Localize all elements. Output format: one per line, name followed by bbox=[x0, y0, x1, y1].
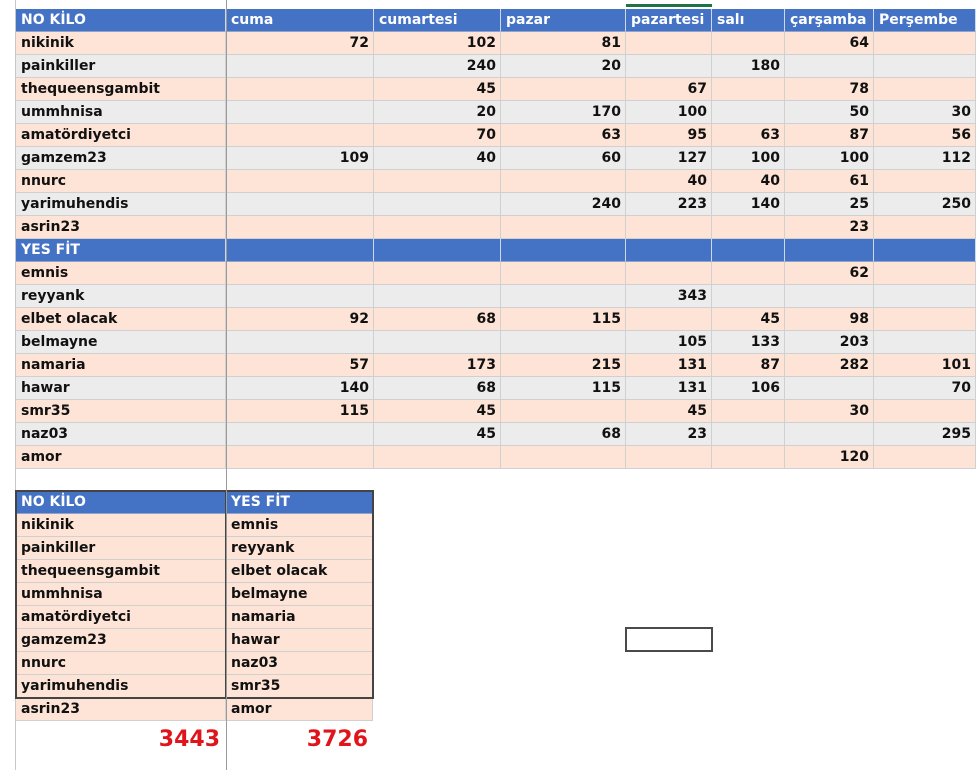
no-kilo-title-cell[interactable]: NO KİLO bbox=[16, 9, 226, 32]
yes-fit-value-cell[interactable] bbox=[501, 285, 626, 308]
no-kilo-value-cell[interactable]: 95 bbox=[626, 124, 712, 147]
day-header-cumartesi[interactable]: cumartesi bbox=[374, 9, 501, 32]
yes-fit-value-cell[interactable] bbox=[874, 331, 976, 354]
yes-fit-header-cell[interactable] bbox=[501, 239, 626, 262]
no-kilo-value-cell[interactable]: 70 bbox=[374, 124, 501, 147]
no-kilo-value-cell[interactable] bbox=[374, 193, 501, 216]
no-kilo-value-cell[interactable]: 127 bbox=[626, 147, 712, 170]
day-header-cuma[interactable]: cuma bbox=[226, 9, 374, 32]
yes-fit-value-cell[interactable]: 115 bbox=[226, 400, 374, 423]
summary-yes-fit-member[interactable]: emnis bbox=[226, 514, 373, 537]
no-kilo-value-cell[interactable] bbox=[374, 216, 501, 239]
selected-cell[interactable] bbox=[625, 627, 713, 652]
no-kilo-name-cell[interactable]: nnurc bbox=[16, 170, 226, 193]
no-kilo-value-cell[interactable]: 100 bbox=[626, 101, 712, 124]
no-kilo-value-cell[interactable]: 250 bbox=[874, 193, 976, 216]
active-column-indicator bbox=[626, 4, 712, 7]
no-kilo-value-cell[interactable]: 60 bbox=[501, 147, 626, 170]
no-kilo-value-cell[interactable]: 25 bbox=[785, 193, 874, 216]
no-kilo-value-cell[interactable] bbox=[226, 216, 374, 239]
yes-fit-value-cell[interactable] bbox=[226, 331, 374, 354]
yes-fit-value-cell[interactable]: 282 bbox=[785, 354, 874, 377]
yes-fit-value-cell[interactable]: 203 bbox=[785, 331, 874, 354]
summary-no-kilo-member[interactable]: painkiller bbox=[16, 537, 226, 560]
no-kilo-value-cell[interactable]: 20 bbox=[501, 55, 626, 78]
yes-fit-name-cell[interactable]: smr35 bbox=[16, 400, 226, 423]
yes-fit-name-cell[interactable]: amor bbox=[16, 446, 226, 469]
yes-fit-header-cell[interactable] bbox=[874, 239, 976, 262]
summary-yes-fit-member[interactable]: amor bbox=[226, 698, 373, 721]
no-kilo-value-cell[interactable] bbox=[712, 216, 785, 239]
yes-fit-value-cell[interactable] bbox=[374, 331, 501, 354]
no-kilo-name-cell[interactable]: ummhnisa bbox=[16, 101, 226, 124]
yes-fit-name-cell[interactable]: reyyank bbox=[16, 285, 226, 308]
yes-fit-value-cell[interactable] bbox=[874, 285, 976, 308]
yes-fit-name-cell[interactable]: hawar bbox=[16, 377, 226, 400]
yes-fit-value-cell[interactable]: 68 bbox=[374, 308, 501, 331]
no-kilo-value-cell[interactable] bbox=[501, 78, 626, 101]
no-kilo-value-cell[interactable]: 140 bbox=[712, 193, 785, 216]
summary-yes-fit-member[interactable]: namaria bbox=[226, 606, 373, 629]
yes-fit-value-cell[interactable] bbox=[626, 446, 712, 469]
no-kilo-value-cell[interactable] bbox=[712, 78, 785, 101]
no-kilo-value-cell[interactable] bbox=[226, 55, 374, 78]
yes-fit-value-cell[interactable]: 140 bbox=[226, 377, 374, 400]
yes-fit-value-cell[interactable]: 45 bbox=[374, 400, 501, 423]
yes-fit-value-cell[interactable] bbox=[712, 446, 785, 469]
yes-fit-value-cell[interactable] bbox=[626, 262, 712, 285]
no-kilo-value-cell[interactable]: 23 bbox=[785, 216, 874, 239]
summary-no-kilo-member[interactable]: ummhnisa bbox=[16, 583, 226, 606]
no-kilo-value-cell[interactable]: 180 bbox=[712, 55, 785, 78]
no-kilo-value-cell[interactable] bbox=[226, 101, 374, 124]
yes-fit-value-cell[interactable] bbox=[626, 308, 712, 331]
yes-fit-value-cell[interactable] bbox=[712, 423, 785, 446]
yes-fit-value-cell[interactable]: 45 bbox=[374, 423, 501, 446]
yes-fit-value-cell[interactable]: 57 bbox=[226, 354, 374, 377]
no-kilo-value-cell[interactable]: 78 bbox=[785, 78, 874, 101]
no-kilo-value-cell[interactable]: 100 bbox=[712, 147, 785, 170]
no-kilo-value-cell[interactable]: 63 bbox=[712, 124, 785, 147]
no-kilo-name-cell[interactable]: nikinik bbox=[16, 32, 226, 55]
column-divider bbox=[226, 0, 227, 770]
no-kilo-value-cell[interactable]: 61 bbox=[785, 170, 874, 193]
summary-header-yes-fit[interactable]: YES FİT bbox=[226, 491, 373, 514]
summary-yes-fit-member[interactable]: smr35 bbox=[226, 675, 373, 698]
yes-fit-value-cell[interactable] bbox=[501, 331, 626, 354]
no-kilo-value-cell[interactable]: 67 bbox=[626, 78, 712, 101]
yes-fit-name-cell[interactable]: namaria bbox=[16, 354, 226, 377]
day-header-pazar[interactable]: pazar bbox=[501, 9, 626, 32]
no-kilo-value-cell[interactable] bbox=[501, 170, 626, 193]
no-kilo-value-cell[interactable]: 45 bbox=[374, 78, 501, 101]
no-kilo-value-cell[interactable]: 30 bbox=[874, 101, 976, 124]
no-kilo-value-cell[interactable] bbox=[626, 216, 712, 239]
yes-fit-value-cell[interactable]: 68 bbox=[374, 377, 501, 400]
no-kilo-name-cell[interactable]: gamzem23 bbox=[16, 147, 226, 170]
no-kilo-value-cell[interactable]: 223 bbox=[626, 193, 712, 216]
yes-fit-value-cell[interactable] bbox=[874, 308, 976, 331]
yes-fit-value-cell[interactable] bbox=[374, 446, 501, 469]
total-yes-fit: 3726 bbox=[306, 727, 368, 752]
yes-fit-value-cell[interactable]: 70 bbox=[874, 377, 976, 400]
no-kilo-value-cell[interactable]: 72 bbox=[226, 32, 374, 55]
yes-fit-value-cell[interactable] bbox=[874, 446, 976, 469]
yes-fit-value-cell[interactable] bbox=[712, 285, 785, 308]
day-header-persembe[interactable]: Perşembe bbox=[874, 9, 976, 32]
no-kilo-value-cell[interactable]: 109 bbox=[226, 147, 374, 170]
summary-no-kilo-member[interactable]: amatördiyetci bbox=[16, 606, 226, 629]
yes-fit-value-cell[interactable]: 98 bbox=[785, 308, 874, 331]
summary-yes-fit-member[interactable]: hawar bbox=[226, 629, 373, 652]
summary-no-kilo-member[interactable]: yarimuhendis bbox=[16, 675, 226, 698]
no-kilo-name-cell[interactable]: thequeensgambit bbox=[16, 78, 226, 101]
no-kilo-value-cell[interactable] bbox=[712, 101, 785, 124]
yes-fit-value-cell[interactable]: 215 bbox=[501, 354, 626, 377]
summary-header-no-kilo[interactable]: NO KİLO bbox=[16, 491, 226, 514]
yes-fit-value-cell[interactable] bbox=[226, 446, 374, 469]
yes-fit-value-cell[interactable] bbox=[874, 400, 976, 423]
yes-fit-value-cell[interactable]: 45 bbox=[626, 400, 712, 423]
summary-yes-fit-member[interactable]: belmayne bbox=[226, 583, 373, 606]
yes-fit-name-cell[interactable]: emnis bbox=[16, 262, 226, 285]
no-kilo-value-cell[interactable] bbox=[374, 170, 501, 193]
no-kilo-value-cell[interactable]: 240 bbox=[501, 193, 626, 216]
yes-fit-value-cell[interactable] bbox=[501, 262, 626, 285]
no-kilo-value-cell[interactable] bbox=[712, 32, 785, 55]
no-kilo-value-cell[interactable]: 56 bbox=[874, 124, 976, 147]
yes-fit-value-cell[interactable] bbox=[226, 262, 374, 285]
yes-fit-value-cell[interactable] bbox=[501, 446, 626, 469]
summary-no-kilo-member[interactable]: asrin23 bbox=[16, 698, 226, 721]
yes-fit-value-cell[interactable]: 343 bbox=[626, 285, 712, 308]
yes-fit-value-cell[interactable]: 105 bbox=[626, 331, 712, 354]
yes-fit-name-cell[interactable]: naz03 bbox=[16, 423, 226, 446]
no-kilo-value-cell[interactable]: 112 bbox=[874, 147, 976, 170]
yes-fit-header-cell[interactable] bbox=[712, 239, 785, 262]
no-kilo-value-cell[interactable] bbox=[226, 124, 374, 147]
no-kilo-value-cell[interactable]: 64 bbox=[785, 32, 874, 55]
no-kilo-value-cell[interactable]: 170 bbox=[501, 101, 626, 124]
yes-fit-value-cell[interactable]: 101 bbox=[874, 354, 976, 377]
yes-fit-header-cell[interactable] bbox=[626, 239, 712, 262]
no-kilo-value-cell[interactable]: 50 bbox=[785, 101, 874, 124]
yes-fit-value-cell[interactable]: 106 bbox=[712, 377, 785, 400]
summary-no-kilo-member[interactable]: nnurc bbox=[16, 652, 226, 675]
no-kilo-value-cell[interactable]: 240 bbox=[374, 55, 501, 78]
no-kilo-value-cell[interactable]: 87 bbox=[785, 124, 874, 147]
no-kilo-name-cell[interactable]: asrin23 bbox=[16, 216, 226, 239]
yes-fit-header-cell[interactable] bbox=[785, 239, 874, 262]
yes-fit-value-cell[interactable]: 115 bbox=[501, 377, 626, 400]
yes-fit-value-cell[interactable]: 92 bbox=[226, 308, 374, 331]
no-kilo-value-cell[interactable]: 100 bbox=[785, 147, 874, 170]
yes-fit-value-cell[interactable]: 295 bbox=[874, 423, 976, 446]
summary-no-kilo-member[interactable]: gamzem23 bbox=[16, 629, 226, 652]
no-kilo-value-cell[interactable]: 81 bbox=[501, 32, 626, 55]
no-kilo-value-cell[interactable]: 63 bbox=[501, 124, 626, 147]
no-kilo-name-cell[interactable]: amatördiyetci bbox=[16, 124, 226, 147]
no-kilo-value-cell[interactable] bbox=[874, 216, 976, 239]
summary-yes-fit-member[interactable]: elbet olacak bbox=[226, 560, 373, 583]
day-header-carsamba[interactable]: çarşamba bbox=[785, 9, 874, 32]
yes-fit-value-cell[interactable] bbox=[785, 377, 874, 400]
no-kilo-value-cell[interactable] bbox=[626, 55, 712, 78]
no-kilo-value-cell[interactable] bbox=[226, 193, 374, 216]
yes-fit-value-cell[interactable] bbox=[874, 262, 976, 285]
yes-fit-title-cell[interactable]: YES FİT bbox=[16, 239, 226, 262]
no-kilo-value-cell[interactable]: 40 bbox=[374, 147, 501, 170]
yes-fit-value-cell[interactable] bbox=[785, 423, 874, 446]
summary-no-kilo-member[interactable]: nikinik bbox=[16, 514, 226, 537]
no-kilo-value-cell[interactable] bbox=[226, 170, 374, 193]
yes-fit-value-cell[interactable] bbox=[226, 285, 374, 308]
yes-fit-value-cell[interactable]: 62 bbox=[785, 262, 874, 285]
no-kilo-value-cell[interactable] bbox=[785, 55, 874, 78]
yes-fit-value-cell[interactable]: 133 bbox=[712, 331, 785, 354]
yes-fit-value-cell[interactable]: 30 bbox=[785, 400, 874, 423]
no-kilo-value-cell[interactable] bbox=[874, 55, 976, 78]
yes-fit-value-cell[interactable] bbox=[712, 400, 785, 423]
yes-fit-value-cell[interactable]: 23 bbox=[626, 423, 712, 446]
yes-fit-value-cell[interactable] bbox=[712, 262, 785, 285]
yes-fit-header-cell[interactable] bbox=[226, 239, 374, 262]
yes-fit-value-cell[interactable] bbox=[501, 400, 626, 423]
yes-fit-name-cell[interactable]: belmayne bbox=[16, 331, 226, 354]
no-kilo-value-cell[interactable] bbox=[501, 216, 626, 239]
no-kilo-value-cell[interactable]: 40 bbox=[712, 170, 785, 193]
yes-fit-header-cell[interactable] bbox=[374, 239, 501, 262]
yes-fit-name-cell[interactable]: elbet olacak bbox=[16, 308, 226, 331]
summary-yes-fit-member[interactable]: reyyank bbox=[226, 537, 373, 560]
no-kilo-value-cell[interactable] bbox=[626, 32, 712, 55]
yes-fit-value-cell[interactable]: 115 bbox=[501, 308, 626, 331]
yes-fit-value-cell[interactable]: 131 bbox=[626, 377, 712, 400]
yes-fit-value-cell[interactable]: 45 bbox=[712, 308, 785, 331]
yes-fit-value-cell[interactable]: 120 bbox=[785, 446, 874, 469]
no-kilo-name-cell[interactable]: painkiller bbox=[16, 55, 226, 78]
yes-fit-value-cell[interactable] bbox=[785, 285, 874, 308]
yes-fit-value-cell[interactable]: 87 bbox=[712, 354, 785, 377]
yes-fit-value-cell[interactable] bbox=[226, 423, 374, 446]
yes-fit-value-cell[interactable]: 68 bbox=[501, 423, 626, 446]
no-kilo-value-cell[interactable] bbox=[874, 170, 976, 193]
no-kilo-value-cell[interactable]: 40 bbox=[626, 170, 712, 193]
yes-fit-value-cell[interactable]: 131 bbox=[626, 354, 712, 377]
day-header-pazartesi[interactable]: pazartesi bbox=[626, 9, 712, 32]
summary-no-kilo-member[interactable]: thequeensgambit bbox=[16, 560, 226, 583]
yes-fit-value-cell[interactable]: 173 bbox=[374, 354, 501, 377]
no-kilo-value-cell[interactable] bbox=[874, 32, 976, 55]
day-header-sali[interactable]: salı bbox=[712, 9, 785, 32]
yes-fit-value-cell[interactable] bbox=[374, 285, 501, 308]
total-no-kilo: 3443 bbox=[158, 727, 220, 752]
no-kilo-value-cell[interactable]: 102 bbox=[374, 32, 501, 55]
summary-yes-fit-member[interactable]: naz03 bbox=[226, 652, 373, 675]
no-kilo-name-cell[interactable]: yarimuhendis bbox=[16, 193, 226, 216]
no-kilo-value-cell[interactable] bbox=[226, 78, 374, 101]
no-kilo-value-cell[interactable] bbox=[874, 78, 976, 101]
no-kilo-value-cell[interactable]: 20 bbox=[374, 101, 501, 124]
yes-fit-value-cell[interactable] bbox=[374, 262, 501, 285]
